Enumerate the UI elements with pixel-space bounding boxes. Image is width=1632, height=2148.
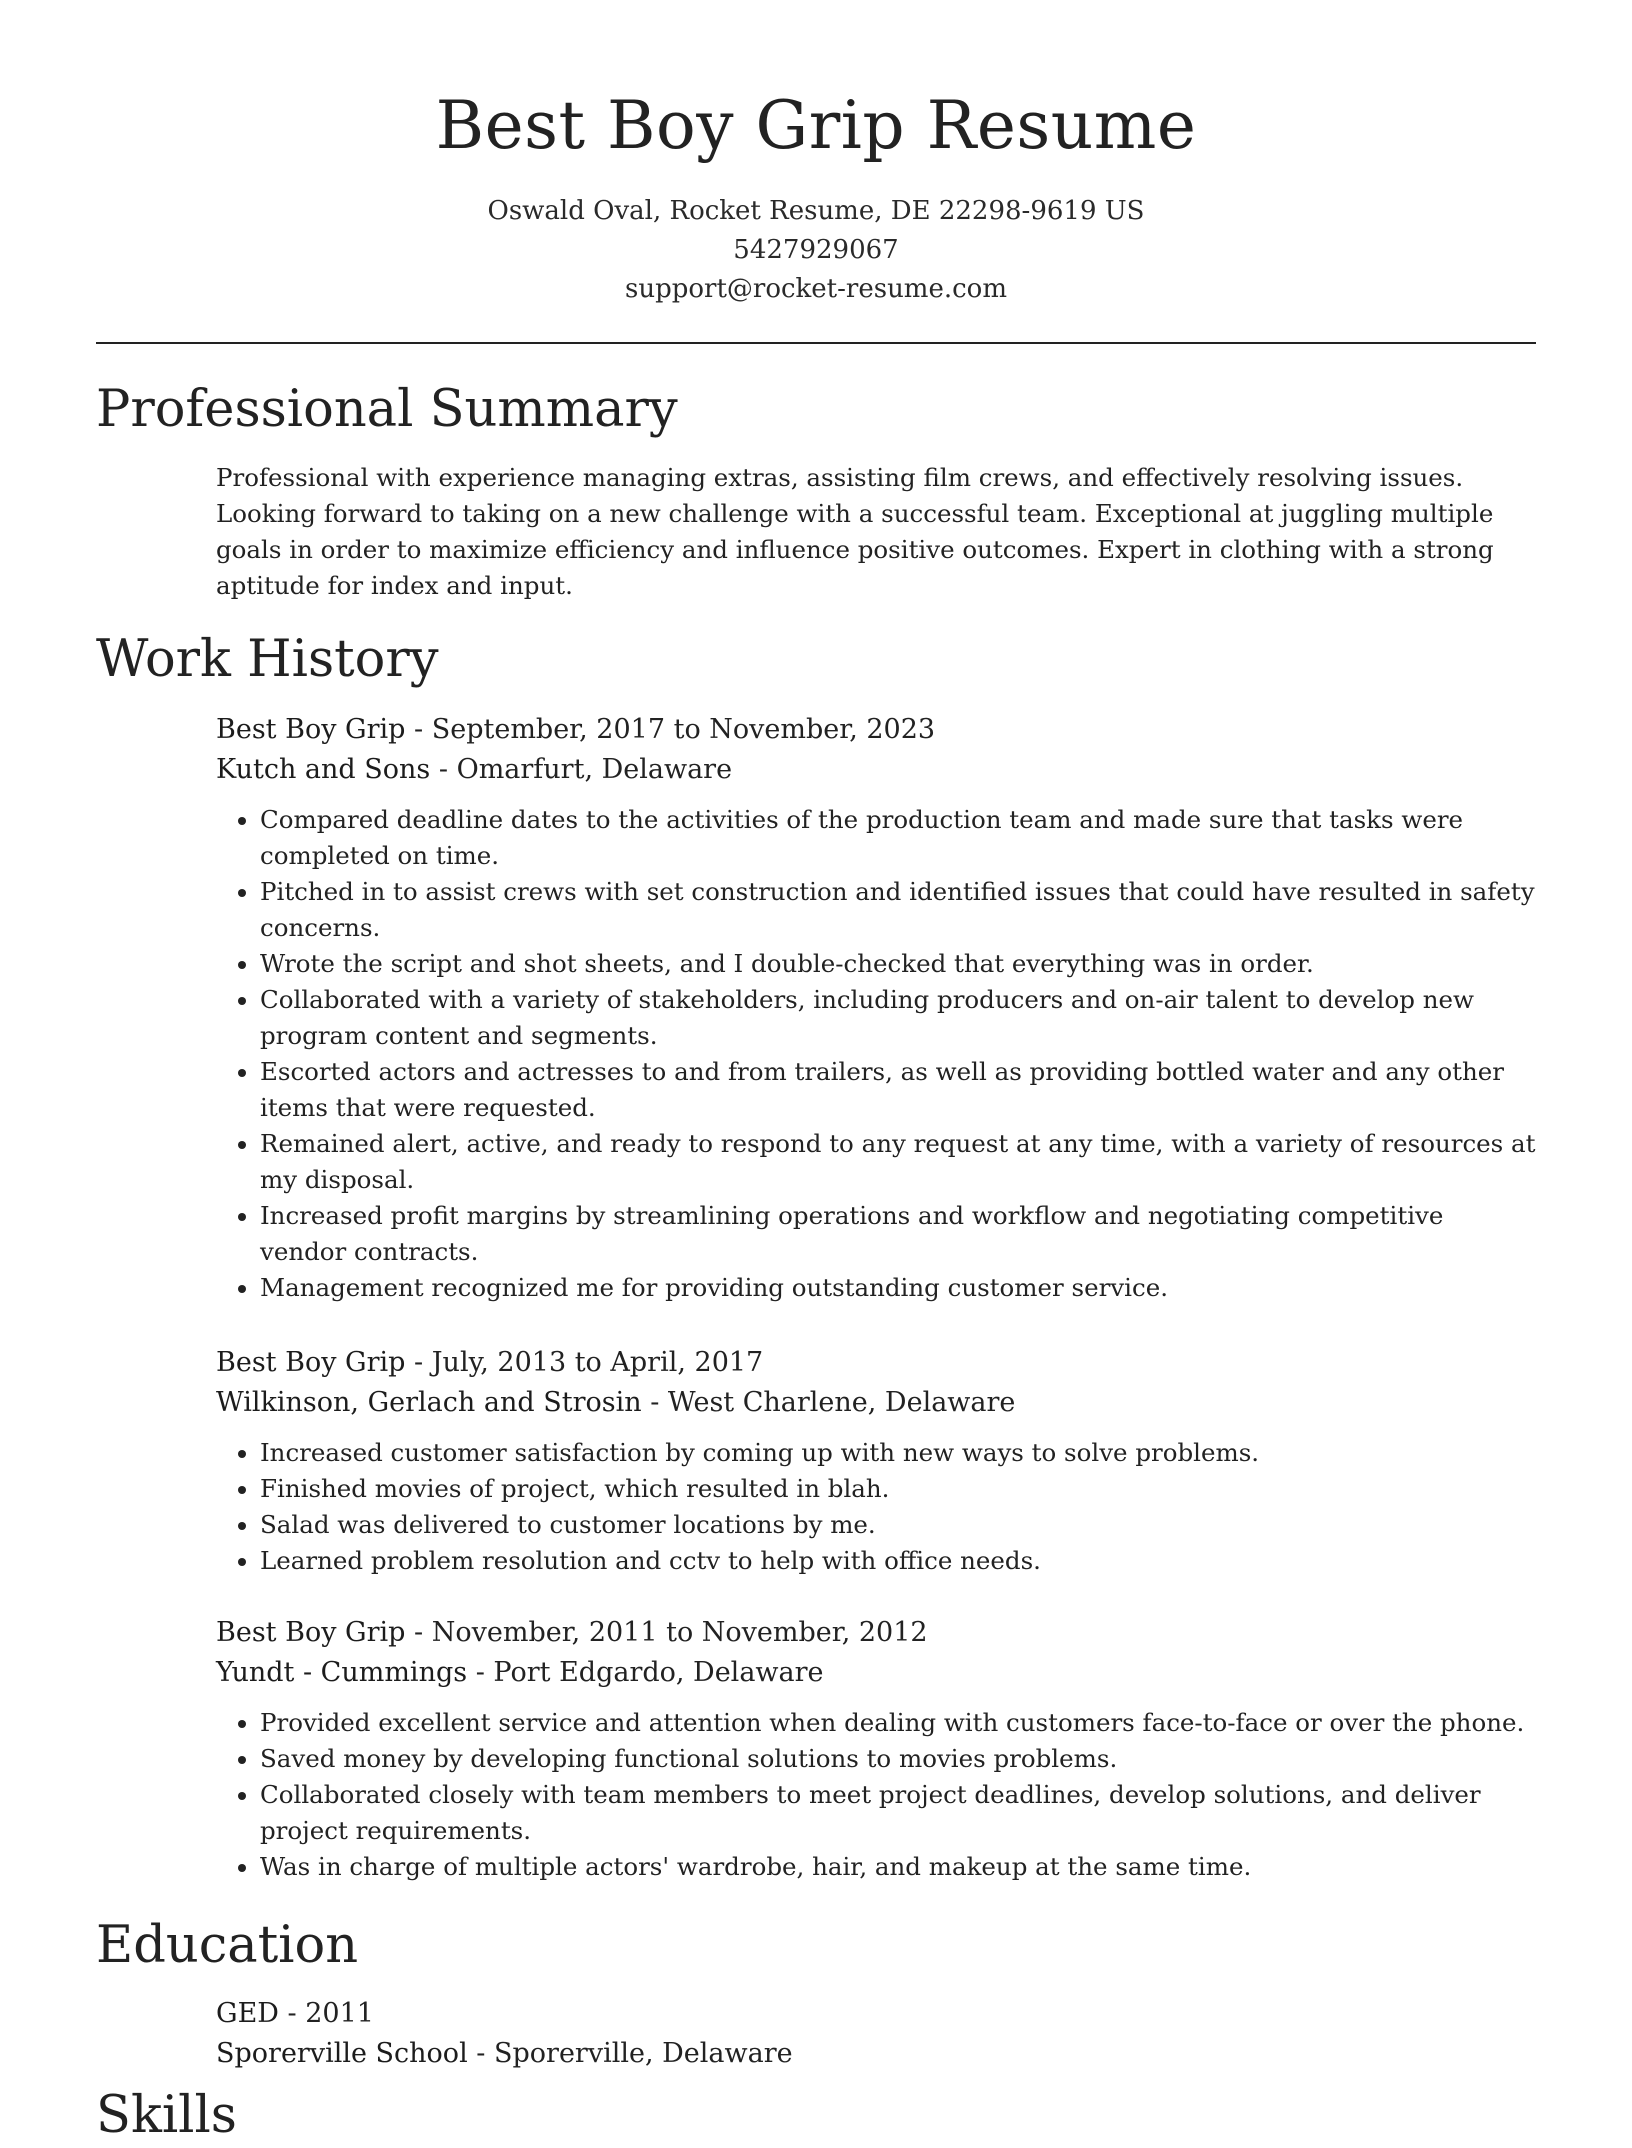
separator: - [641, 1387, 668, 1418]
summary-block [216, 460, 1536, 604]
list-item: • Was in charge of multiple actors' wardrobe, hair, and makeup at the same time. [260, 1849, 1536, 1885]
list-item: • Compared deadline dates to the activities of the production team and made sure that tasks were completed on time. [260, 802, 1536, 874]
job-company: Wilkinson, Gerlach and Strosin [216, 1387, 642, 1418]
job-location: Omarfurt, Delaware [456, 754, 733, 785]
list-item: • Management recognized me for providing outstanding customer service. [260, 1270, 1536, 1306]
list-item: • Finished movies of project, which resulted in blah. [260, 1471, 1536, 1507]
list-item: • Escorted actors and actresses to and from trailers, as well as providing bottled water and any other items that were requested. [260, 1054, 1536, 1126]
list-item: • Wrote the script and shot sheets, and I double-checked that everything was in order. [260, 946, 1536, 982]
job-dates: July, 2013 to April, 2017 [431, 1347, 764, 1378]
job-location: West Charlene, Delaware [667, 1387, 1016, 1418]
job-title-line [216, 710, 1536, 750]
skills-heading: Skills [96, 2086, 237, 2145]
list-item: • Pitched in to assist crews with set construction and identified issues that could have resulted in safety concerns. [260, 874, 1536, 946]
separator: - [405, 714, 432, 745]
list-item: • Remained alert, active, and ready to respond to any request at any time, with a variety of resources at my disposal. [260, 1126, 1536, 1198]
job-bullets [216, 802, 1536, 1306]
job-company: Yundt - Cummings [216, 1657, 468, 1688]
job-company-line [216, 1653, 1536, 1693]
job-entry [216, 1343, 1536, 1579]
job-title: Best Boy Grip [216, 1617, 406, 1648]
job-title-line [216, 1343, 1536, 1383]
contact-email: support@rocket-resume.com [624, 274, 1007, 304]
header-divider [96, 342, 1536, 344]
separator: - [405, 1617, 432, 1648]
work-history-heading: Work History [96, 630, 439, 689]
list-item: • Collaborated closely with team members to meet project deadlines, develop solutions, and deliver project requirements. [260, 1777, 1536, 1849]
job-bullets [216, 1705, 1536, 1885]
job-entry [216, 710, 1536, 1306]
job-title: Best Boy Grip [216, 714, 406, 745]
job-location: Port Edgardo, Delaware [493, 1657, 824, 1688]
job-title: Best Boy Grip [216, 1347, 406, 1378]
job-title-line [216, 1613, 1536, 1653]
list-item: • Provided excellent service and attention when dealing with customers face-to-face or over the phone. [260, 1705, 1536, 1741]
education-year: 2011 [305, 1998, 374, 2029]
list-item: • Collaborated with a variety of stakeholders, including producers and on-air talent to develop new program content and segments. [260, 982, 1536, 1054]
contact-phone: 5427929067 [733, 235, 899, 265]
job-entry [216, 1613, 1536, 1885]
education-degree: GED [216, 1998, 279, 2029]
job-dates: November, 2011 to November, 2012 [431, 1617, 928, 1648]
job-bullets [216, 1435, 1536, 1579]
list-item: • Increased profit margins by streamlining operations and workflow and negotiating competitive vendor contracts. [260, 1198, 1536, 1270]
list-item: • Learned problem resolution and cctv to help with office needs. [260, 1543, 1536, 1579]
education-school-line [216, 2034, 1536, 2074]
job-company: Kutch and Sons [216, 754, 431, 785]
summary-text: Professional with experience managing extras, assisting film crews, and effectively resolving issues. Looking forward to taking on a new challenge with a successful team. Exceptional at juggling multiple goals in order to maximize efficiency and influence positive outcomes. Expert in clothing with a strong aptitude for index and input. [216, 463, 1494, 600]
list-item: • Saved money by developing functional solutions to movies problems. [260, 1741, 1536, 1777]
separator: - [467, 1657, 494, 1688]
education-degree-line [216, 1994, 1536, 2034]
contact-address: Oswald Oval, Rocket Resume, DE 22298-9619 US [487, 196, 1145, 226]
job-company-line [216, 1383, 1536, 1423]
education-location: Sporerville, Delaware [494, 2038, 793, 2069]
education-heading: Education [96, 1916, 359, 1975]
education-school: Sporerville School [216, 2038, 468, 2069]
job-company-line [216, 750, 1536, 790]
list-item: • Increased customer satisfaction by coming up with new ways to solve problems. [260, 1435, 1536, 1471]
list-item: • Salad was delivered to customer locations by me. [260, 1507, 1536, 1543]
job-dates: September, 2017 to November, 2023 [431, 714, 936, 745]
resume-title: Best Boy Grip Resume [435, 87, 1197, 164]
separator: - [405, 1347, 432, 1378]
separator: - [430, 754, 457, 785]
resume-header [96, 78, 1536, 309]
summary-heading: Professional Summary [96, 380, 678, 439]
separator: - [467, 2038, 494, 2069]
separator: - [278, 1998, 306, 2029]
education-entry [216, 1994, 1536, 2074]
